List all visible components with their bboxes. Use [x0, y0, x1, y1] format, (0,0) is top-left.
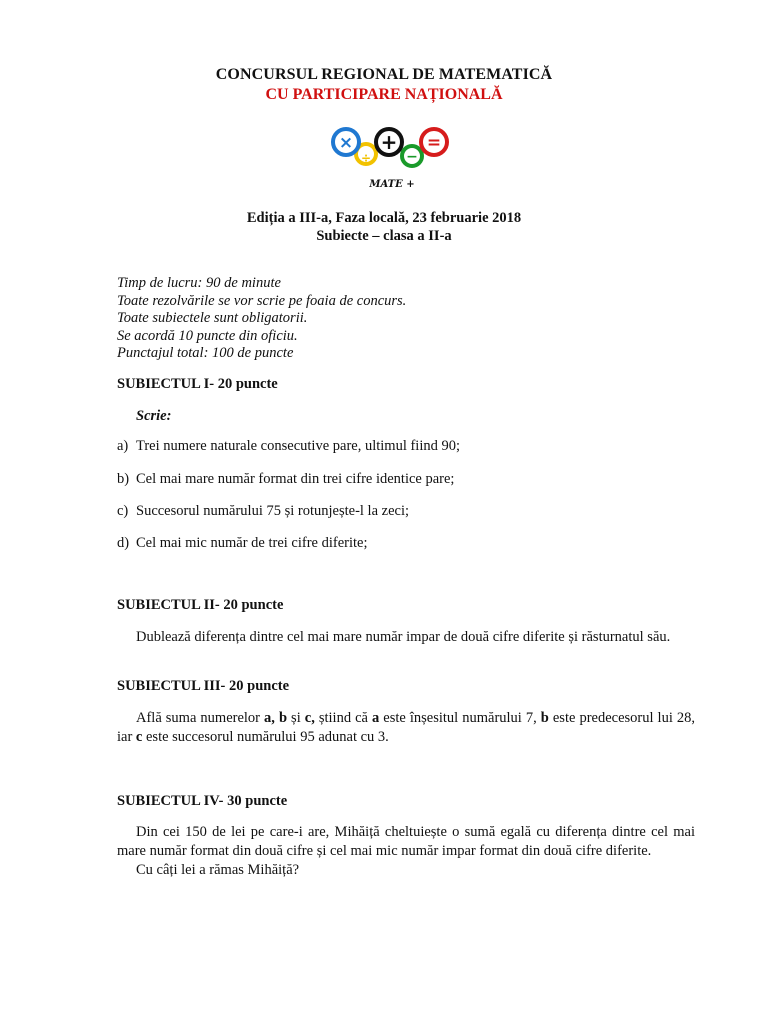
svg-text:MATE +: MATE + [369, 179, 415, 190]
subject-3-text-part: Află suma numerelor [136, 710, 265, 726]
item-text: Cel mai mic număr de trei cifre diferite; [136, 535, 368, 551]
var-a: a, [264, 710, 275, 726]
svg-text:=: = [426, 133, 442, 153]
subject-3-text-part: și [287, 710, 305, 726]
subject-4-heading: SUBIECTUL IV- 30 puncte [117, 793, 288, 809]
svg-text:−: − [406, 149, 418, 165]
subject-2-body: Dublează diferența dintre cel mai mare număr impar de două cifre diferite și răsturnatul său. [136, 629, 671, 645]
edition-line: Ediția a III-a, Faza locală, 23 februarie 2018 [246, 210, 522, 226]
subject-4-text [117, 823, 695, 861]
contest-title: CONCURSUL REGIONAL DE MATEMATICĂ [215, 66, 553, 83]
subject-3-text-part: știind că [314, 710, 373, 726]
subject-3-text-part: este succesorul numărului 95 adunat cu 3. [142, 729, 389, 745]
subject-3-text-part: este predecesorul lui 28, iar [117, 710, 696, 745]
subject-1-intro: Scrie: [136, 408, 172, 424]
subject-4-body: Din cei 150 de lei pe care-i are, Mihăiță cheltuiește o sumă egală cu diferența dintre cel mai mare număr format din două cifre și cel mai mic număr impar format din două cifre diferite. [117, 824, 695, 859]
subject-3-text-part: este înșesitul numărului 7, [379, 710, 541, 726]
item-text: Cel mai mare număr format din trei cifre identice pare; [136, 471, 455, 487]
instruction-line: Punctajul total: 100 de puncte [117, 345, 294, 361]
contest-subtitle-red: CU PARTICIPARE NAȚIONALĂ [265, 86, 503, 103]
item-text: Trei numere naturale consecutive pare, ultimul fiind 90; [136, 438, 461, 454]
instruction-line: Toate subiectele sunt obligatorii. [117, 310, 308, 326]
item-text: Succesorul numărului 75 și rotunjește-l la zeci; [136, 503, 410, 519]
var-c: c [135, 729, 143, 745]
subject-3-text [117, 709, 695, 747]
subject-2-text [117, 628, 695, 647]
subject-1-heading: SUBIECTUL I- 20 puncte [117, 376, 278, 392]
instruction-line: Toate rezolvările se vor scrie pe foaia de concurs. [117, 292, 407, 309]
subject-4-question: Cu câți lei a rămas Mihăiță? [136, 862, 300, 878]
svg-text:×: × [338, 133, 354, 153]
instruction-line: Se acordă 10 puncte din oficiu. [117, 327, 298, 344]
mate-plus-logo [324, 124, 460, 192]
svg-text:+: + [380, 130, 398, 154]
list-item [117, 535, 368, 552]
instruction-line: Timp de lucru: 90 de minute [117, 275, 281, 291]
svg-text:÷: ÷ [360, 151, 372, 165]
var-b: b [540, 710, 549, 726]
instructions-block [117, 275, 406, 363]
list-item [117, 471, 454, 488]
olympic-rings-math-icon [324, 124, 460, 192]
item-label: b) [117, 471, 130, 487]
subject-2-heading: SUBIECTUL II- 20 puncte [117, 597, 284, 613]
var-b: b [278, 710, 288, 726]
list-item [117, 438, 460, 455]
subject-4-question-line [117, 861, 695, 880]
item-label: d) [117, 535, 130, 551]
var-a: a [372, 710, 380, 726]
item-label: c) [117, 503, 129, 519]
subject-3-heading: SUBIECTUL III- 20 puncte [117, 678, 290, 694]
var-c: c, [304, 710, 315, 726]
item-label: a) [117, 438, 129, 454]
grade-subtitle: Subiecte – clasa a II-a [316, 228, 452, 244]
list-item [117, 503, 409, 520]
